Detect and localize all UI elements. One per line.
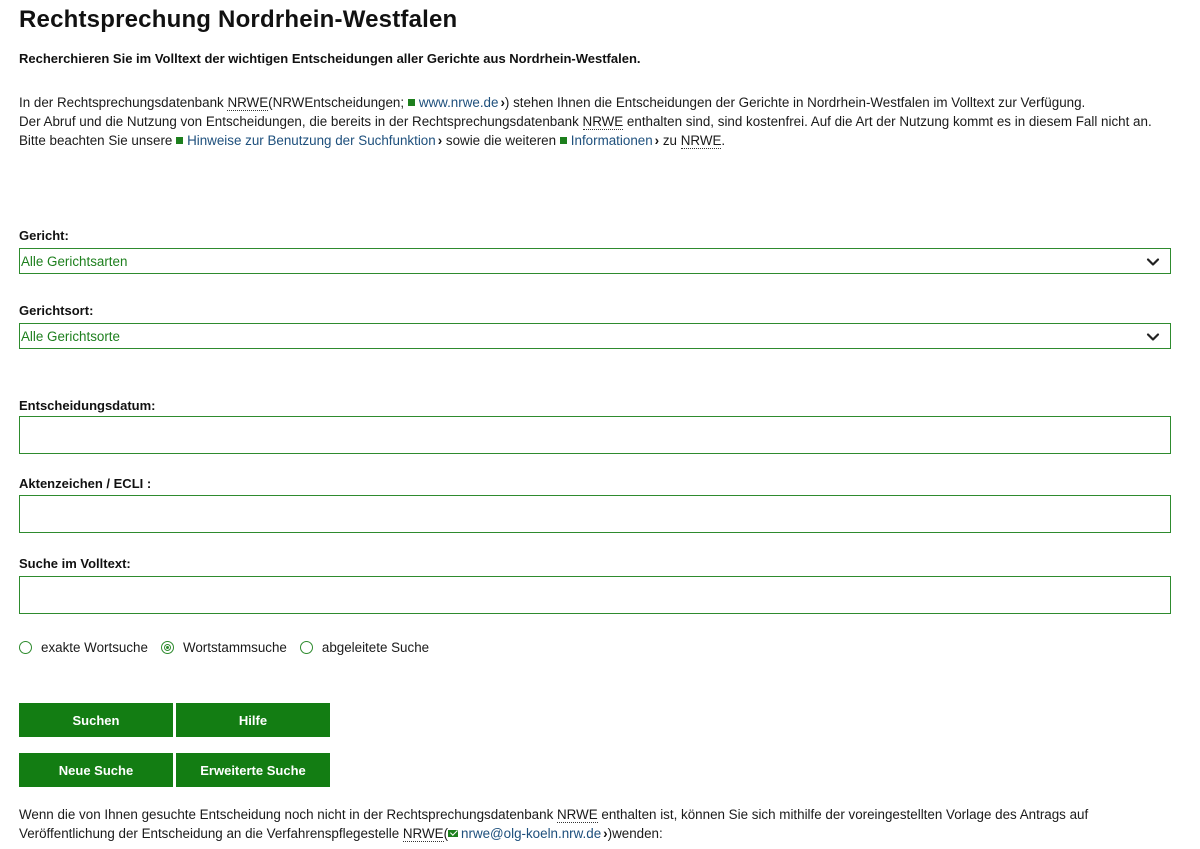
radio-label: abgeleitete Suche [321, 640, 430, 655]
nrwe-abbr: NRWE [556, 807, 598, 822]
erweiterte-suche-button[interactable]: Erweiterte Suche [176, 753, 330, 787]
radio-exakte-wortsuche[interactable] [19, 640, 148, 655]
gericht-label: Gericht: [19, 228, 69, 243]
gericht-select-value: Alle Gerichtsarten [21, 254, 128, 269]
intro-paragraph-1: In der Rechtsprechungsdatenbank NRWE(NRWEntscheidungen; www.nrwe.de ›) stehen Ihnen die Entscheidungen der Gerichte in Nordrhein-Westfalen im Volltext zur Verfügung. [19, 95, 1086, 110]
gerichtsort-select-value: Alle Gerichtsorte [21, 329, 120, 344]
green-square-icon [560, 137, 567, 144]
nrwe-abbr: NRWE [582, 114, 624, 129]
radio-abgeleitete-suche[interactable] [300, 640, 429, 655]
chevron-down-icon [1146, 330, 1160, 344]
link-nrwe-website[interactable]: www.nrwe.de › [408, 95, 505, 110]
chevron-right-icon: › [603, 826, 608, 841]
outro-text [19, 805, 1173, 843]
radio-wortstammsuche[interactable] [161, 640, 287, 655]
intro-text [19, 93, 1173, 150]
gerichtsort-select[interactable] [19, 323, 1171, 349]
green-square-icon [176, 137, 183, 144]
chevron-right-icon: › [654, 133, 660, 148]
entscheidungsdatum-input[interactable] [19, 416, 1171, 454]
intro-paragraph-2: Der Abruf und die Nutzung von Entscheidungen, die bereits in der Rechtsprechungsdatenbank NRWE enthalten sind, sind kostenfrei. Auf die Art der Nutzung kommt es in diesem Fall nicht an. Bitte beachten Sie unsere Hinweise zur Benutzung der Suchfunktion › sowie die weiteren Informationen › zu NRWE. [19, 114, 1152, 148]
gericht-select[interactable] [19, 248, 1171, 274]
page-title: Rechtsprechung Nordrhein-Westfalen [19, 6, 458, 33]
radio-unchecked-icon[interactable] [19, 641, 32, 654]
aktenzeichen-input[interactable] [19, 495, 1171, 533]
volltext-input[interactable] [19, 576, 1171, 614]
link-hinweise-suchfunktion[interactable]: Hinweise zur Benutzung der Suchfunktion › [176, 133, 442, 148]
radio-unchecked-icon[interactable] [300, 641, 313, 654]
suchen-button[interactable]: Suchen [19, 703, 173, 737]
nrwe-abbr: NRWE [680, 133, 722, 148]
radio-label: Wortstammsuche [182, 640, 287, 655]
outro-paragraph: Wenn die von Ihnen gesuchte Entscheidung noch nicht in der Rechtsprechungsdatenbank NRWE enthalten ist, können Sie sich mithilfe der voreingestellten Vorlage des Antrags auf Veröffentlichung der Entscheidung an die Verfahrenspflegestelle NRWE( nrwe@olg-koeln.nrw.de ›)wenden: [19, 807, 1089, 841]
mail-icon [448, 830, 458, 837]
chevron-right-icon: › [500, 95, 505, 110]
hilfe-button[interactable]: Hilfe [176, 703, 330, 737]
page-subtitle: Recherchieren Sie im Volltext der wichtigen Entscheidungen aller Gerichte aus Nordrhein-Westfalen. [19, 51, 641, 66]
nrwe-abbr: NRWE [227, 95, 269, 110]
chevron-right-icon: › [437, 133, 443, 148]
radio-checked-icon[interactable] [161, 641, 174, 654]
gerichtsort-label: Gerichtsort: [19, 303, 94, 318]
aktenzeichen-label: Aktenzeichen / ECLI : [19, 476, 152, 491]
nrwe-abbr: NRWE [402, 826, 444, 841]
search-mode-radio-group [19, 640, 442, 655]
chevron-down-icon [1146, 255, 1160, 269]
radio-label: exakte Wortsuche [41, 640, 148, 655]
link-email-nrwe[interactable]: nrwe@olg-koeln.nrw.de › [448, 826, 608, 841]
link-informationen[interactable]: Informationen › [560, 133, 659, 148]
volltext-label: Suche im Volltext: [19, 556, 131, 571]
entscheidungsdatum-label: Entscheidungsdatum: [19, 398, 156, 413]
neue-suche-button[interactable]: Neue Suche [19, 753, 173, 787]
green-square-icon [408, 99, 415, 106]
